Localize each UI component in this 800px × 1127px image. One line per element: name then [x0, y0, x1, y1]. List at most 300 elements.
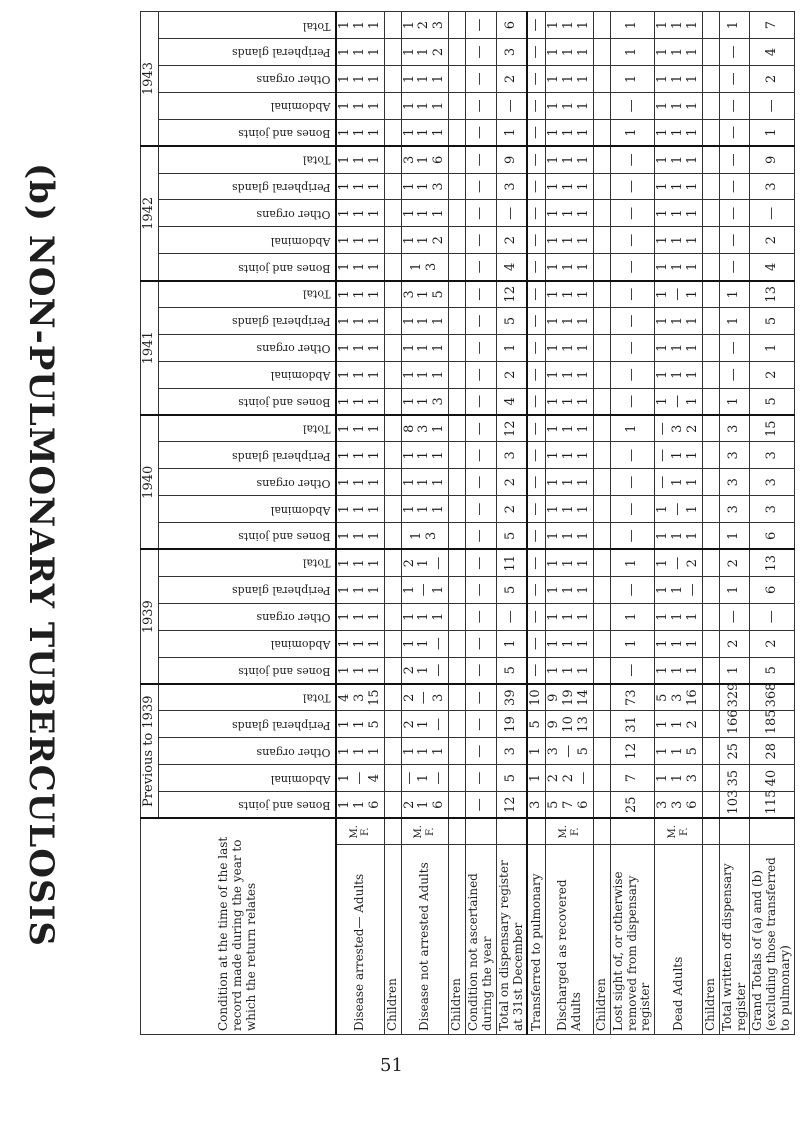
- table-cell: 25: [719, 738, 750, 765]
- table-cell: [703, 12, 720, 39]
- table-cell: —: [466, 254, 497, 281]
- table-cell: 1 1 1: [546, 307, 594, 334]
- table-cell: 1 1 1: [336, 550, 384, 577]
- table-cell: —: [719, 361, 750, 388]
- table-cell: 1 1 1: [546, 334, 594, 361]
- table-cell: 1 1 1: [336, 334, 384, 361]
- table-cell: [384, 92, 401, 119]
- table-cell: [384, 576, 401, 603]
- table-cell: [703, 657, 720, 684]
- table-cell: 1 1 5: [655, 738, 703, 765]
- subcolumn-header: Total: [158, 12, 336, 39]
- table-cell: —: [527, 469, 545, 496]
- table-cell: [384, 469, 401, 496]
- table-cell: —: [466, 281, 497, 308]
- table-cell: 7: [610, 765, 654, 792]
- row-gender: [594, 818, 611, 844]
- table-cell: 1: [719, 281, 750, 308]
- table-cell: [703, 630, 720, 657]
- table-cell: [594, 334, 611, 361]
- table-cell: 5: [496, 576, 527, 603]
- table-cell: —: [719, 200, 750, 227]
- table-cell: 1: [719, 657, 750, 684]
- table-cell: 3 1 6: [401, 146, 449, 173]
- table-cell: 1 1 1: [336, 388, 384, 415]
- table-cell: 3: [719, 496, 750, 523]
- table-cell: 5: [527, 711, 545, 738]
- table-cell: 1 1 1: [401, 65, 449, 92]
- table-cell: 3 — 5: [546, 738, 594, 765]
- table-cell: — 1 1: [655, 442, 703, 469]
- table-cell: 1 1 1: [401, 496, 449, 523]
- table-cell: —: [527, 39, 545, 66]
- table-cell: [703, 39, 720, 66]
- row-gender: [466, 818, 497, 844]
- table-row: [655, 12, 703, 1035]
- table-cell: [703, 684, 720, 711]
- table-cell: [384, 550, 401, 577]
- subcolumn-header: Abdominal: [158, 765, 336, 792]
- table-cell: 1 1 1: [546, 523, 594, 550]
- table-cell: 2: [750, 227, 794, 254]
- table-cell: 9 19 14: [546, 684, 594, 711]
- table-cell: 1 1 —: [401, 630, 449, 657]
- table-cell: 6: [750, 523, 794, 550]
- table-cell: 1 1 1: [336, 173, 384, 200]
- table-row: [496, 12, 527, 1035]
- table-cell: —: [466, 496, 497, 523]
- table-row: [703, 12, 720, 1035]
- table-cell: 2: [750, 65, 794, 92]
- table-cell: —: [466, 415, 497, 442]
- table-cell: 5: [496, 307, 527, 334]
- table-cell: 3: [496, 442, 527, 469]
- table-cell: [449, 442, 466, 469]
- table-cell: —: [527, 307, 545, 334]
- table-cell: [384, 657, 401, 684]
- table-cell: —: [466, 39, 497, 66]
- table-cell: —: [610, 200, 654, 227]
- table-cell: 1 1 1: [336, 119, 384, 146]
- table-cell: 1 1 1: [655, 657, 703, 684]
- table-cell: 1 1 1: [655, 173, 703, 200]
- table-cell: 1 3: [401, 254, 449, 281]
- table-cell: —: [527, 415, 545, 442]
- table-cell: 1 1 1: [546, 415, 594, 442]
- table-cell: 3: [496, 173, 527, 200]
- table-cell: 1 1 1: [655, 227, 703, 254]
- row-label: Discharged as recovered Adults: [546, 844, 594, 1034]
- table-cell: 2: [496, 469, 527, 496]
- table-cell: 1 1 1: [546, 388, 594, 415]
- table-cell: [449, 281, 466, 308]
- table-cell: —: [610, 254, 654, 281]
- row-label: Total written off dispensary register: [719, 844, 750, 1034]
- table-cell: [594, 738, 611, 765]
- group-header: 1943: [141, 12, 159, 147]
- table-cell: [449, 603, 466, 630]
- table-cell: 5: [750, 388, 794, 415]
- row-label: Transferred to pulmonary: [527, 844, 545, 1034]
- row-label: Children: [384, 844, 401, 1034]
- table-cell: 3: [750, 173, 794, 200]
- table-cell: [449, 550, 466, 577]
- table-cell: 5: [750, 307, 794, 334]
- table-cell: [594, 12, 611, 39]
- table-cell: —: [719, 119, 750, 146]
- table-cell: 1 — 1: [655, 281, 703, 308]
- table-cell: 1: [719, 388, 750, 415]
- table-cell: 6: [496, 12, 527, 39]
- table-cell: [703, 334, 720, 361]
- subcolumn-header: Peripheral glands: [158, 711, 336, 738]
- table-cell: [703, 254, 720, 281]
- table-cell: [384, 146, 401, 173]
- table-cell: [594, 119, 611, 146]
- table-cell: 2: [750, 630, 794, 657]
- table-cell: 1 1 1: [655, 630, 703, 657]
- table-cell: —: [610, 523, 654, 550]
- table-cell: 1 1 1: [655, 307, 703, 334]
- table-cell: 8 3 1: [401, 415, 449, 442]
- table-cell: 1 1 2: [401, 39, 449, 66]
- subcolumn-header: Other organs: [158, 469, 336, 496]
- table-cell: [703, 442, 720, 469]
- table-cell: —: [527, 65, 545, 92]
- table-cell: —: [466, 119, 497, 146]
- table-cell: [703, 173, 720, 200]
- table-cell: [594, 576, 611, 603]
- table-row: [719, 12, 750, 1035]
- table-cell: — 3 2: [655, 415, 703, 442]
- table-cell: —: [527, 254, 545, 281]
- table-cell: 5 3 16: [655, 684, 703, 711]
- table-cell: 1 1 1: [401, 200, 449, 227]
- table-cell: 12: [496, 792, 527, 819]
- table-cell: 19: [496, 711, 527, 738]
- table-cell: 103: [719, 792, 750, 819]
- table-cell: 1 1 1: [546, 550, 594, 577]
- table-cell: 3: [527, 792, 545, 819]
- table-cell: 73: [610, 684, 654, 711]
- table-cell: 1 1 1: [336, 254, 384, 281]
- table-cell: [384, 603, 401, 630]
- table-cell: 3: [719, 442, 750, 469]
- table-row: [546, 12, 594, 1035]
- table-cell: [449, 469, 466, 496]
- table-cell: 9: [496, 146, 527, 173]
- table-cell: [703, 281, 720, 308]
- table-cell: 1 1 —: [655, 576, 703, 603]
- table-cell: 5: [496, 765, 527, 792]
- table-cell: 368: [750, 684, 794, 711]
- table-cell: —: [719, 254, 750, 281]
- table-cell: — 1 1: [655, 469, 703, 496]
- table-cell: 1 1 1: [546, 12, 594, 39]
- table-cell: —: [610, 361, 654, 388]
- table-cell: 1 — 2: [655, 550, 703, 577]
- table-cell: [703, 523, 720, 550]
- table-cell: —: [466, 173, 497, 200]
- table-cell: [449, 657, 466, 684]
- table-cell: 5: [496, 657, 527, 684]
- table-cell: 1 — 1: [655, 496, 703, 523]
- table-cell: 13: [750, 281, 794, 308]
- table-cell: —: [719, 334, 750, 361]
- table-cell: 1 1 1: [336, 630, 384, 657]
- table-cell: 1: [496, 630, 527, 657]
- subcolumn-header: Peripheral glands: [158, 39, 336, 66]
- table-cell: —: [466, 200, 497, 227]
- section-title: (b) NON-PULMONARY TUBERCULOSIS: [21, 163, 61, 947]
- table-cell: [449, 39, 466, 66]
- table-cell: [703, 388, 720, 415]
- row-label: Total on dispensary register at 31st December: [496, 844, 527, 1034]
- table-cell: [384, 630, 401, 657]
- table-cell: [594, 227, 611, 254]
- subcolumn-header: Total: [158, 415, 336, 442]
- table-cell: 1 1 1: [546, 146, 594, 173]
- table-cell: [703, 469, 720, 496]
- table-cell: 1 1 3: [655, 765, 703, 792]
- table-cell: —: [527, 576, 545, 603]
- table-cell: [703, 550, 720, 577]
- group-header: 1941: [141, 281, 159, 415]
- table-cell: [449, 334, 466, 361]
- page-number: 51: [380, 1055, 403, 1076]
- table-cell: 25: [610, 792, 654, 819]
- table-cell: 1 1 1: [336, 657, 384, 684]
- table-cell: —: [466, 146, 497, 173]
- table-cell: [384, 684, 401, 711]
- table-cell: —: [466, 227, 497, 254]
- table-cell: —: [610, 388, 654, 415]
- table-cell: —: [466, 469, 497, 496]
- table-cell: 1 1 1: [336, 227, 384, 254]
- table-cell: 1 1 1: [336, 307, 384, 334]
- table-cell: 1 1 1: [655, 39, 703, 66]
- table-cell: —: [527, 657, 545, 684]
- table-cell: 1 1 1: [655, 92, 703, 119]
- tuberculosis-table: [140, 11, 795, 1035]
- table-cell: 40: [750, 765, 794, 792]
- table-cell: —: [750, 92, 794, 119]
- table-cell: —: [610, 496, 654, 523]
- table-cell: 115: [750, 792, 794, 819]
- table-row: [401, 12, 449, 1035]
- table-cell: [449, 200, 466, 227]
- table-cell: —: [466, 738, 497, 765]
- table-cell: [703, 227, 720, 254]
- table-cell: 12: [496, 415, 527, 442]
- table-cell: 1 1 1: [336, 92, 384, 119]
- table-cell: 3: [750, 469, 794, 496]
- table-cell: [594, 415, 611, 442]
- table-cell: 9 10 13: [546, 711, 594, 738]
- table-cell: —: [466, 523, 497, 550]
- table-cell: 10: [527, 684, 545, 711]
- table-cell: 1 1 1: [401, 603, 449, 630]
- table-cell: [594, 550, 611, 577]
- subcolumn-header: Peripheral glands: [158, 173, 336, 200]
- table-cell: 1 1 1: [336, 200, 384, 227]
- subcolumn-header: Bones and joints: [158, 388, 336, 415]
- table-cell: —: [527, 630, 545, 657]
- table-cell: [703, 765, 720, 792]
- subcolumn-header: Other organs: [158, 334, 336, 361]
- table-cell: 1 1 1: [401, 738, 449, 765]
- table-cell: 3: [496, 39, 527, 66]
- table-cell: 2 2 —: [546, 765, 594, 792]
- table-cell: 1: [496, 119, 527, 146]
- table-cell: —: [527, 603, 545, 630]
- table-cell: —: [527, 496, 545, 523]
- table-cell: 1 1 1: [546, 65, 594, 92]
- table-cell: [384, 39, 401, 66]
- table-cell: [384, 173, 401, 200]
- table-cell: 2: [750, 361, 794, 388]
- table-cell: 1 1 1: [655, 146, 703, 173]
- table-cell: 1: [610, 39, 654, 66]
- table-cell: —: [719, 92, 750, 119]
- subcolumn-header: Other organs: [158, 738, 336, 765]
- group-header: Previous to 1939: [141, 684, 159, 819]
- row-gender: M. F.: [546, 818, 594, 844]
- table-cell: [703, 603, 720, 630]
- table-cell: —: [466, 442, 497, 469]
- table-cell: [703, 576, 720, 603]
- table-cell: 1 1 1: [546, 630, 594, 657]
- table-cell: [449, 92, 466, 119]
- table-cell: —: [719, 173, 750, 200]
- subcolumn-header: Total: [158, 684, 336, 711]
- table-cell: [594, 173, 611, 200]
- table-cell: —: [466, 576, 497, 603]
- table-cell: 1 1 1: [336, 738, 384, 765]
- table-cell: 1 1 1: [546, 92, 594, 119]
- table-cell: [449, 711, 466, 738]
- table-row: [594, 12, 611, 1035]
- row-label: Condition not ascertained during the year: [466, 844, 497, 1034]
- table-cell: [384, 200, 401, 227]
- table-cell: 1 1 1: [546, 657, 594, 684]
- table-cell: 1: [719, 523, 750, 550]
- table-cell: [384, 227, 401, 254]
- table-cell: —: [610, 92, 654, 119]
- table-cell: [384, 307, 401, 334]
- table-cell: —: [466, 361, 497, 388]
- table-cell: —: [466, 388, 497, 415]
- table-cell: 2 — 3: [401, 684, 449, 711]
- table-cell: [384, 254, 401, 281]
- row-label: Disease not arrested Adults: [401, 844, 449, 1034]
- table-cell: 1: [750, 334, 794, 361]
- table-cell: [703, 738, 720, 765]
- table-cell: 1 1 1: [336, 39, 384, 66]
- subcolumn-header: Peripheral glands: [158, 442, 336, 469]
- table-cell: 1 1 1: [546, 119, 594, 146]
- table-cell: 31: [610, 711, 654, 738]
- table-cell: [384, 281, 401, 308]
- table-cell: [703, 792, 720, 819]
- table-cell: [384, 65, 401, 92]
- table-cell: —: [527, 361, 545, 388]
- row-label: Grand Totals of (a) and (b) (excluding those transferred to pulmonary): [750, 844, 794, 1034]
- table-cell: —: [466, 711, 497, 738]
- subcolumn-header: Abdominal: [158, 227, 336, 254]
- table-cell: [384, 496, 401, 523]
- table-cell: —: [466, 657, 497, 684]
- table-cell: 3: [496, 738, 527, 765]
- table-cell: —: [610, 469, 654, 496]
- table-cell: [703, 415, 720, 442]
- row-label: Lost sight of, or otherwise removed from dispensary register: [610, 844, 654, 1034]
- table-cell: —: [466, 792, 497, 819]
- table-cell: 1 1 1: [546, 39, 594, 66]
- table-cell: 1: [610, 415, 654, 442]
- table-cell: —: [527, 12, 545, 39]
- subcolumn-header: Bones and joints: [158, 657, 336, 684]
- table-cell: —: [719, 603, 750, 630]
- subcolumn-header: Abdominal: [158, 496, 336, 523]
- table-cell: 1 1 1: [655, 254, 703, 281]
- table-row: [449, 12, 466, 1035]
- table-cell: —: [527, 334, 545, 361]
- condition-header: Condition at the time of the last record made during the year to which the return relates: [141, 818, 336, 1034]
- table-cell: [449, 765, 466, 792]
- table-cell: [384, 388, 401, 415]
- table-cell: 3: [750, 442, 794, 469]
- table-cell: [594, 200, 611, 227]
- subcolumn-header: Total: [158, 146, 336, 173]
- table-cell: [384, 12, 401, 39]
- table-cell: [384, 361, 401, 388]
- table-cell: 2: [496, 496, 527, 523]
- table-cell: [594, 146, 611, 173]
- table-cell: [703, 119, 720, 146]
- table-cell: 3 3 6: [655, 792, 703, 819]
- table-cell: [449, 792, 466, 819]
- table-cell: [703, 496, 720, 523]
- row-label: Children: [449, 844, 466, 1034]
- table-cell: [449, 576, 466, 603]
- table-cell: [449, 415, 466, 442]
- table-cell: [703, 92, 720, 119]
- table-cell: —: [610, 576, 654, 603]
- table-cell: [594, 792, 611, 819]
- table-cell: 1 1 1: [401, 119, 449, 146]
- table-cell: [594, 469, 611, 496]
- table-cell: [449, 227, 466, 254]
- table-cell: 1 1 6: [336, 792, 384, 819]
- table-cell: 1 1 1: [336, 469, 384, 496]
- table-cell: [449, 307, 466, 334]
- table-cell: [594, 630, 611, 657]
- subcolumn-header: Bones and joints: [158, 119, 336, 146]
- table-cell: —: [496, 92, 527, 119]
- table-cell: 1 1 1: [546, 281, 594, 308]
- table-cell: [594, 523, 611, 550]
- table-cell: 5: [750, 657, 794, 684]
- table-cell: [703, 361, 720, 388]
- table-cell: —: [527, 200, 545, 227]
- table-cell: 1 1 1: [336, 361, 384, 388]
- table-cell: 2 1 —: [401, 550, 449, 577]
- table-cell: 1 1 2: [655, 711, 703, 738]
- table-cell: —: [527, 442, 545, 469]
- table-cell: —: [466, 550, 497, 577]
- table-cell: [594, 281, 611, 308]
